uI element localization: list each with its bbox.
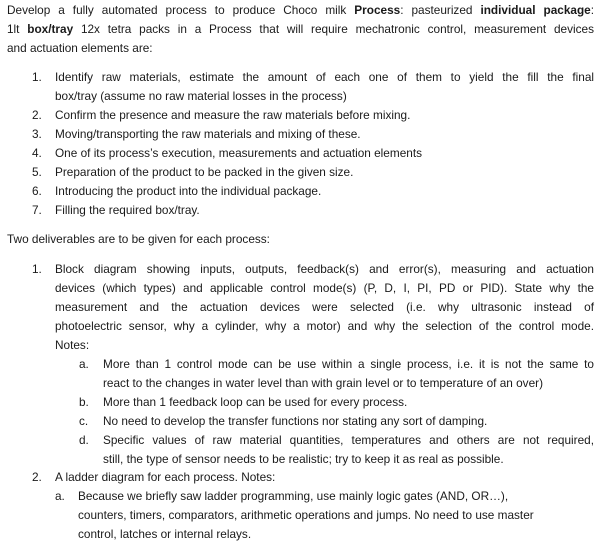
intro-line-3: and actuation elements are: — [7, 41, 153, 55]
deliverable-line: Notes: — [55, 338, 90, 352]
intro-bold-process: Process — [354, 3, 401, 17]
step-number: 4. — [32, 146, 42, 160]
step-number: 3. — [32, 127, 42, 141]
note-line: Because we briefly saw ladder programming, use mainly logic gates (AND, OR…), — [78, 489, 509, 503]
intro-text: : pasteurized — [400, 3, 481, 17]
deliverable-line: devices (which types) and applicable control mode(s) (P, D, I, PI, PD or PID). State why the — [55, 281, 594, 295]
deliverable-line: measurement and the actuation devices were selected (i.e. why ultrasonic instead of — [55, 300, 594, 314]
note-line: No need to develop the transfer functions nor stating any sort of damping. — [103, 414, 488, 428]
step-line: Moving/transporting the raw materials and mixing of these. — [55, 127, 361, 141]
step-line: Introducing the product into the individual package. — [55, 184, 322, 198]
note-line: react to the changes in water level than with grain level or to temperature of an over) — [103, 376, 543, 390]
step-number: 1. — [32, 70, 42, 84]
step-line: Filling the required box/tray. — [55, 203, 200, 217]
intro-text: 12x tetra packs in a Process that will require mechatronic control, measurement devices — [73, 22, 594, 36]
step-number: 7. — [32, 203, 42, 217]
intro-line-1 — [7, 1, 594, 20]
intro-text: : — [590, 3, 594, 17]
note-line: More than 1 feedback loop can be used for every process. — [103, 395, 408, 409]
intro-bold-box-tray: box/tray — [27, 22, 74, 36]
intro-text: 1lt — [7, 22, 28, 36]
deliverable-number: 1. — [32, 262, 42, 276]
note-letter: a. — [55, 489, 65, 503]
step-number: 5. — [32, 165, 42, 179]
deliverable-number: 2. — [32, 470, 42, 484]
deliverable-line: A ladder diagram for each process. Notes: — [55, 470, 276, 484]
step-number: 2. — [32, 108, 42, 122]
step-line: box/tray (assume no raw material losses in the process) — [55, 89, 347, 103]
note-line: still, the type of sensor needs to be realistic; try to keep it as real as possible. — [103, 452, 504, 466]
deliverable-line: Block diagram showing inputs, outputs, feedback(s) and error(s), measuring and actuation — [55, 262, 594, 276]
step-number: 6. — [32, 184, 42, 198]
intro-text: Develop a fully automated process to produce Choco milk — [7, 3, 355, 17]
note-line: control, latches or internal relays. — [78, 527, 252, 541]
note-line: Specific values of raw material quantities, temperatures and others are not required, — [103, 433, 594, 447]
deliverables-intro: Two deliverables are to be given for each process: — [7, 232, 270, 246]
deliverable-line: photoelectric sensor, why a cylinder, why a motor) and why the selection of the control mode. — [55, 319, 594, 333]
step-line: One of its process’s execution, measurements and actuation elements — [55, 146, 422, 160]
note-line: More than 1 control mode can be use within a single process, i.e. it is not the same to — [103, 357, 594, 371]
step-line: Preparation of the product to be packed in the given size. — [55, 165, 354, 179]
note-letter: d. — [79, 433, 89, 447]
note-letter: b. — [79, 395, 89, 409]
step-line: Identify raw materials, estimate the amount of each one of them to yield the fill the final — [55, 70, 594, 84]
note-letter: c. — [79, 414, 89, 428]
intro-line-2 — [7, 20, 594, 39]
intro-bold-package: individual package — [480, 3, 591, 17]
note-line: counters, timers, comparators, arithmetic operations and jumps. No need to use master — [78, 508, 534, 522]
note-letter: a. — [79, 357, 89, 371]
step-line: Confirm the presence and measure the raw materials before mixing. — [55, 108, 411, 122]
